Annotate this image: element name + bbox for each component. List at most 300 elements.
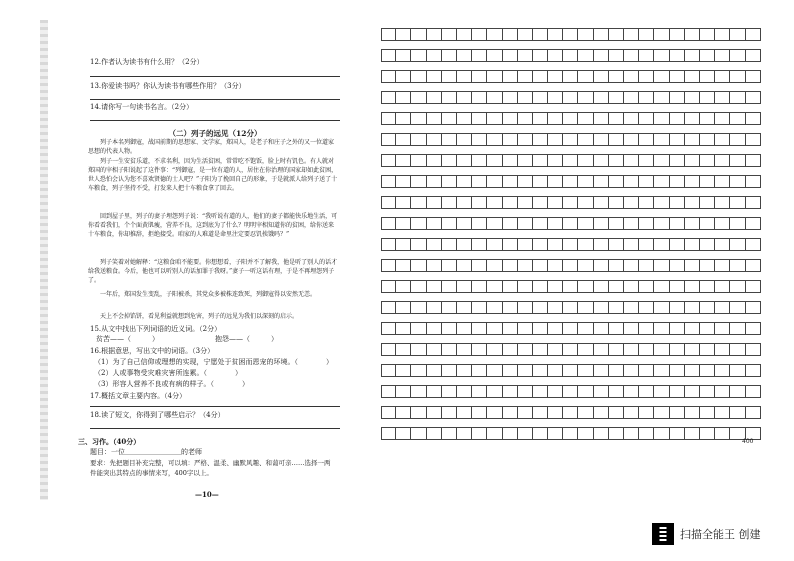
grid-cell [578, 343, 593, 356]
grid-cell [518, 196, 533, 209]
grid-cell [654, 175, 669, 188]
grid-cell [396, 427, 411, 440]
grid-cell [700, 280, 715, 293]
grid-cell [594, 112, 609, 125]
grid-cell [381, 322, 396, 335]
grid-cell [609, 343, 624, 356]
grid-cell [730, 301, 745, 314]
grid-row [381, 238, 761, 251]
grid-cell [594, 175, 609, 188]
grid-cell [563, 175, 578, 188]
grid-cell [654, 154, 669, 167]
grid-cell [594, 70, 609, 83]
grid-cell [457, 280, 472, 293]
grid-cell [411, 217, 426, 230]
grid-cell [518, 259, 533, 272]
grid-cell [533, 343, 548, 356]
grid-row [381, 133, 761, 146]
grid-cell [746, 175, 761, 188]
grid-cell [563, 133, 578, 146]
grid-cell [578, 133, 593, 146]
grid-cell [700, 154, 715, 167]
grid-cell [548, 427, 563, 440]
grid-cell [578, 406, 593, 419]
grid-cell [442, 112, 457, 125]
grid-cell [670, 49, 685, 62]
grid-cell [624, 91, 639, 104]
grid-cell [700, 259, 715, 272]
grid-cell [639, 175, 654, 188]
grid-cell [427, 175, 442, 188]
grid-cell [639, 301, 654, 314]
passage-paragraph: 列子本名列御寇，战国前期的思想家、文学家，郑国人，是老子和庄子之外的又一位道家思想的代表人物。 [88, 139, 335, 155]
grid-cell [381, 112, 396, 125]
grid-cell [563, 238, 578, 251]
grid-cell [457, 91, 472, 104]
grid-cell [548, 49, 563, 62]
grid-cell [381, 175, 396, 188]
synonym-pair-2: 抱怨——（ ） [215, 335, 278, 343]
grid-cell [594, 385, 609, 398]
grid-cell [730, 70, 745, 83]
grid-cell [654, 238, 669, 251]
grid-cell [487, 238, 502, 251]
question-12: 12.作者认为读书有什么用？（2分） [90, 58, 204, 66]
grid-cell [457, 49, 472, 62]
grid-cell [624, 406, 639, 419]
scanned-binding-edge [40, 20, 48, 500]
grid-cell [594, 259, 609, 272]
grid-cell [427, 322, 442, 335]
grid-cell [518, 427, 533, 440]
grid-cell [411, 322, 426, 335]
writing-topic: 题目：一位＿＿＿＿＿＿＿＿的老师 [90, 448, 202, 456]
grid-cell [715, 322, 730, 335]
grid-cell [730, 259, 745, 272]
grid-cell [533, 91, 548, 104]
grid-cell [746, 259, 761, 272]
grid-cell [715, 70, 730, 83]
grid-cell [594, 133, 609, 146]
answer-line [90, 406, 340, 407]
grid-cell [503, 154, 518, 167]
grid-cell [715, 154, 730, 167]
grid-cell [639, 364, 654, 377]
grid-cell [578, 112, 593, 125]
grid-cell [685, 175, 700, 188]
grid-cell [427, 427, 442, 440]
grid-cell [503, 343, 518, 356]
grid-cell [518, 280, 533, 293]
grid-cell [639, 427, 654, 440]
grid-cell [594, 406, 609, 419]
grid-cell [639, 259, 654, 272]
grid-cell [578, 259, 593, 272]
grid-cell [411, 364, 426, 377]
grid-cell [411, 280, 426, 293]
grid-cell [381, 49, 396, 62]
grid-cell [715, 217, 730, 230]
grid-cell [746, 28, 761, 41]
question-14: 14.请你写一句读书名言。（2分） [90, 103, 194, 111]
grid-cell [609, 175, 624, 188]
grid-cell [700, 49, 715, 62]
grid-cell [639, 385, 654, 398]
grid-cell [685, 196, 700, 209]
grid-row [381, 364, 761, 377]
grid-cell [685, 280, 700, 293]
grid-cell [563, 217, 578, 230]
grid-cell [609, 196, 624, 209]
writing-heading: 三、习作。（40分） [78, 437, 141, 446]
grid-cell [685, 70, 700, 83]
grid-cell [427, 280, 442, 293]
grid-cell [594, 322, 609, 335]
grid-cell [654, 364, 669, 377]
brand-text: 扫描全能王 创建 [680, 528, 761, 541]
grid-cell [381, 427, 396, 440]
definition-item: （3）形容人营养不良或有病的样子。（ ） [94, 380, 249, 388]
grid-cell [396, 238, 411, 251]
grid-cell [518, 154, 533, 167]
grid-cell [487, 322, 502, 335]
grid-cell [533, 259, 548, 272]
grid-cell [685, 154, 700, 167]
grid-cell [518, 91, 533, 104]
grid-cell [746, 301, 761, 314]
grid-cell [670, 196, 685, 209]
grid-cell [487, 28, 502, 41]
grid-cell [442, 91, 457, 104]
grid-cell [548, 112, 563, 125]
grid-cell [427, 217, 442, 230]
grid-cell [442, 28, 457, 41]
grid-cell [746, 91, 761, 104]
grid-cell [427, 133, 442, 146]
grid-cell [487, 259, 502, 272]
grid-cell [472, 91, 487, 104]
grid-cell [639, 91, 654, 104]
grid-cell [396, 91, 411, 104]
grid-cell [670, 70, 685, 83]
grid-cell [411, 301, 426, 314]
grid-cell [670, 133, 685, 146]
grid-cell [685, 133, 700, 146]
grid-cell [715, 301, 730, 314]
grid-cell [548, 301, 563, 314]
grid-cell [746, 196, 761, 209]
grid-cell [411, 385, 426, 398]
grid-row [381, 406, 761, 419]
grid-cell [654, 91, 669, 104]
grid-cell [746, 154, 761, 167]
grid-cell [533, 406, 548, 419]
grid-cell [670, 28, 685, 41]
grid-cell [411, 49, 426, 62]
grid-cell [411, 175, 426, 188]
grid-cell [730, 385, 745, 398]
grid-cell [670, 280, 685, 293]
grid-cell [533, 301, 548, 314]
grid-cell [730, 91, 745, 104]
grid-cell [594, 427, 609, 440]
grid-cell [548, 70, 563, 83]
grid-cell [396, 28, 411, 41]
grid-cell [578, 91, 593, 104]
grid-cell [457, 217, 472, 230]
grid-cell [730, 238, 745, 251]
grid-cell [503, 28, 518, 41]
grid-cell [396, 175, 411, 188]
grid-cell [548, 385, 563, 398]
grid-cell [654, 280, 669, 293]
grid-cell [548, 406, 563, 419]
grid-cell [487, 133, 502, 146]
grid-cell [381, 364, 396, 377]
question-15: 15.从文中找出下列词语的近义词。（2分） [90, 325, 222, 333]
grid-cell [472, 427, 487, 440]
grid-cell [472, 49, 487, 62]
grid-cell [715, 406, 730, 419]
grid-cell [685, 217, 700, 230]
grid-cell [533, 385, 548, 398]
grid-cell [685, 238, 700, 251]
grid-cell [487, 301, 502, 314]
grid-cell [670, 259, 685, 272]
grid-cell [730, 406, 745, 419]
grid-cell [533, 217, 548, 230]
grid-cell [624, 427, 639, 440]
grid-cell [685, 385, 700, 398]
passage-paragraph: 回到屋子里，列子的妻子埋怨列子说：“我听说有道的人，他们的妻子都能快乐地生活，可你看看我们，个个面黄肌瘦，营养不良，这到底为了什么？明明宰相知道你的贫困，给你送来十车粮食，你却推辞，拒绝接受。咱家的人难道是命里注定要忍饥挨饿吗？” [88, 213, 338, 238]
grid-cell [503, 406, 518, 419]
definition-item: （1）为了自己信仰或理想的实现，宁愿处于贫困而恩宠的环境。（ ） [94, 358, 333, 366]
grid-cell [472, 112, 487, 125]
grid-cell [624, 175, 639, 188]
grid-cell [578, 238, 593, 251]
grid-cell [730, 154, 745, 167]
grid-cell [730, 28, 745, 41]
grid-cell [503, 175, 518, 188]
grid-cell [381, 280, 396, 293]
grid-cell [578, 217, 593, 230]
grid-cell [518, 343, 533, 356]
grid-cell [563, 343, 578, 356]
grid-cell [578, 322, 593, 335]
grid-cell [730, 364, 745, 377]
grid-cell [487, 280, 502, 293]
grid-cell [715, 112, 730, 125]
grid-cell [518, 217, 533, 230]
grid-cell [624, 259, 639, 272]
grid-cell [442, 280, 457, 293]
grid-cell [609, 364, 624, 377]
grid-cell [518, 322, 533, 335]
grid-cell [396, 406, 411, 419]
grid-cell [594, 217, 609, 230]
grid-cell [700, 322, 715, 335]
grid-cell [548, 343, 563, 356]
grid-cell [411, 154, 426, 167]
grid-cell [746, 385, 761, 398]
grid-cell [563, 280, 578, 293]
grid-cell [654, 133, 669, 146]
writing-requirement: 要求：先把题目补充完整，可以填：严格、温柔、幽默风趣、和蔼可亲……选择一两 [90, 459, 331, 467]
grid-cell [442, 154, 457, 167]
grid-cell [381, 70, 396, 83]
grid-cell [396, 280, 411, 293]
grid-cell [609, 385, 624, 398]
grid-cell [730, 343, 745, 356]
grid-row [381, 217, 761, 230]
grid-cell [518, 112, 533, 125]
grid-cell [715, 175, 730, 188]
grid-cell [654, 28, 669, 41]
grid-row [381, 259, 761, 272]
definition-item: （2）人或事物受灾难灾害所连累。（ ） [94, 369, 242, 377]
answer-line [90, 99, 340, 100]
grid-cell [746, 70, 761, 83]
grid-cell [746, 322, 761, 335]
grid-cell [730, 217, 745, 230]
grid-cell [746, 343, 761, 356]
grid-cell [396, 259, 411, 272]
grid-cell [639, 196, 654, 209]
grid-cell [548, 280, 563, 293]
grid-cell [518, 301, 533, 314]
grid-cell [472, 385, 487, 398]
grid-cell [685, 91, 700, 104]
grid-cell [594, 28, 609, 41]
grid-cell [700, 133, 715, 146]
grid-cell [715, 385, 730, 398]
scanner-watermark [652, 523, 761, 545]
grid-cell [700, 301, 715, 314]
grid-cell [533, 49, 548, 62]
grid-cell [700, 217, 715, 230]
grid-cell [578, 196, 593, 209]
grid-cell [548, 28, 563, 41]
grid-cell [685, 406, 700, 419]
grid-cell [746, 406, 761, 419]
grid-cell [624, 217, 639, 230]
grid-cell [639, 154, 654, 167]
grid-cell [746, 217, 761, 230]
grid-cell [594, 238, 609, 251]
grid-cell [685, 112, 700, 125]
grid-cell [487, 196, 502, 209]
qr-code-icon [652, 523, 674, 545]
question-16: 16.根据意思，写出文中的词语。（3分） [90, 347, 215, 355]
grid-cell [654, 259, 669, 272]
grid-cell [563, 385, 578, 398]
grid-cell [503, 238, 518, 251]
grid-cell [457, 238, 472, 251]
grid-cell [746, 238, 761, 251]
grid-cell [715, 133, 730, 146]
grid-cell [624, 133, 639, 146]
grid-cell [685, 28, 700, 41]
grid-cell [487, 70, 502, 83]
grid-cell [472, 259, 487, 272]
grid-cell [503, 70, 518, 83]
question-13: 13.你爱读书吗？你认为读书有哪些作用？（3分） [90, 82, 246, 90]
grid-cell [578, 427, 593, 440]
grid-cell [442, 385, 457, 398]
grid-cell [472, 301, 487, 314]
grid-cell [457, 112, 472, 125]
grid-cell [563, 364, 578, 377]
grid-row [381, 175, 761, 188]
grid-cell [457, 301, 472, 314]
grid-cell [396, 133, 411, 146]
grid-cell [487, 49, 502, 62]
answer-line [90, 120, 340, 121]
grid-cell [563, 322, 578, 335]
answer-line [90, 428, 340, 429]
grid-cell [457, 385, 472, 398]
grid-row [381, 70, 761, 83]
grid-cell [442, 49, 457, 62]
grid-cell [411, 28, 426, 41]
grid-cell [381, 385, 396, 398]
grid-cell [548, 364, 563, 377]
grid-cell [685, 259, 700, 272]
passage-paragraph: 一年后，郑国发生变乱，子阳被杀，其党众多被株连致死，列御寇得以安然无恙。 [100, 291, 317, 298]
grid-cell [381, 133, 396, 146]
grid-cell [457, 133, 472, 146]
grid-cell [503, 322, 518, 335]
grid-cell [518, 175, 533, 188]
synonym-pair-1: 贫苦——（ ） [96, 335, 159, 343]
grid-row [381, 280, 761, 293]
grid-cell [503, 49, 518, 62]
passage-paragraph: 天上不会掉馅饼，看见利益就想到危害，列子的远见为我们以深刻的启示。 [100, 313, 299, 320]
grid-cell [730, 322, 745, 335]
grid-cell [381, 238, 396, 251]
grid-cell [427, 196, 442, 209]
grid-cell [457, 70, 472, 83]
grid-cell [457, 427, 472, 440]
grid-row [381, 91, 761, 104]
grid-cell [624, 154, 639, 167]
grid-cell [670, 91, 685, 104]
grid-row [381, 196, 761, 209]
grid-cell [548, 259, 563, 272]
grid-cell [700, 385, 715, 398]
grid-cell [639, 406, 654, 419]
grid-cell [700, 70, 715, 83]
grid-cell [442, 259, 457, 272]
grid-cell [472, 217, 487, 230]
grid-cell [700, 406, 715, 419]
passage-paragraph: 列子一生安贫乐道，不求名利，因为生活贫困，常常吃不饱饭，脸上时有饥色。有人就对郑国的宰相子阳说起了这件事：“列御寇，是一位有道的人，居住在你治理的国家却如此贫困，世人恐怕会认为您不喜欢贤德的士人吧？”子阳为了挽回自己的形象，于是就派人给列子送了十车粮食，列子坚持不受，打发来人把十车粮食拿了回去。 [88, 158, 338, 192]
grid-cell [609, 112, 624, 125]
grid-cell [578, 28, 593, 41]
grid-cell [594, 280, 609, 293]
grid-cell [624, 280, 639, 293]
grid-cell [533, 28, 548, 41]
grid-cell [670, 112, 685, 125]
grid-cell [472, 364, 487, 377]
grid-cell [427, 406, 442, 419]
grid-cell [609, 49, 624, 62]
grid-cell [381, 196, 396, 209]
grid-cell [715, 28, 730, 41]
grid-cell [700, 238, 715, 251]
grid-cell [654, 301, 669, 314]
grid-cell [487, 406, 502, 419]
